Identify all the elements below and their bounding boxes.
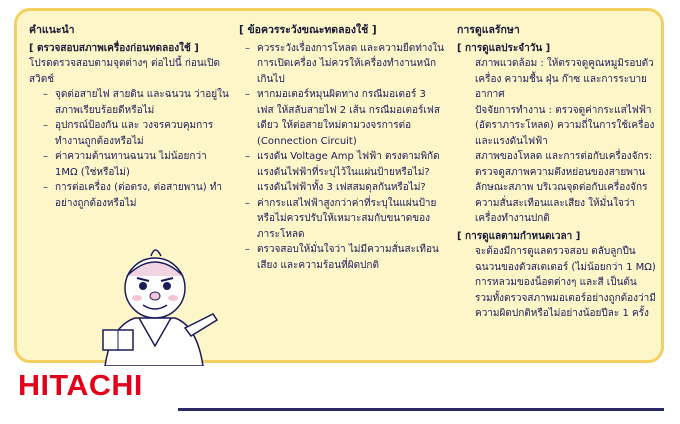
advice-title: คำแนะนำ — [29, 24, 75, 36]
list-item: – อุปกรณ์ป้องกัน และ วงจรควบคุมการทำงานถูกต้องหรือไม่ — [29, 118, 229, 149]
hitachi-logo: HITACHI — [18, 370, 143, 402]
pre-check-heading: [ ตรวจสอบสภาพเครื่องก่อนทดลองใช้ ] — [29, 42, 199, 54]
list-item: – ค่ากระแสไฟฟ้าสูงกว่าค่าที่ระบุในแผ่นป้ายหรือไม่ควรปรับให้เหมาะสมกับขนาดของภาระโหลด — [239, 196, 445, 243]
list-item: – หากมอเตอร์หมุนผิดทาง กรณีมอเตอร์ 3 เฟส ให้สลับสายไฟ 2 เส้น กรณีมอเตอร์เฟสเดียว ให้ต่อสายใหม่ตามวงจรการต่อ (Connection Circuit) — [239, 87, 445, 149]
list-item: – แรงดัน Voltage Amp ไฟฟ้า ตรงตามพิกัดแรงดันไฟฟ้าที่ระบุไว้ในแผ่นป้ายหรือไม่? แรงดันไฟฟ้าทั้ง 3 เฟสสมดุลกันหรือไม่? — [239, 149, 445, 196]
mascot-illustration — [85, 226, 225, 366]
list-item: – การต่อเครื่อง (ต่อตรง, ต่อสายพาน) ทำอย่างถูกต้องหรือไม่ — [29, 180, 229, 211]
maintenance-column — [457, 23, 657, 322]
info-panel — [14, 8, 664, 363]
list-item: – ตรวจสอบให้มั่นใจว่า ไม่มีความสั่นสะเทือน เสียง และความร้อนที่ผิดปกติ — [239, 242, 445, 273]
caution-title: [ ข้อควรระวังขณะทดลองใช้ ] — [239, 24, 377, 36]
scheduled-text: จะต้องมีการดูแลตรวจสอบ ตลับลูกปืน ฉนวนของตัวสเตเตอร์ (ไม่น้อยกว่า 1 MΩ) การหลวมของน็อตต่างๆ และสี เป็นต้น รวมทั้งตรวจสภาพมอเตอร์อย่างถูกต้องว่ามีความผิดปกติหรือไม่อย่างน้อยปีละ 1 ครั้ง — [475, 246, 656, 319]
maintenance-title: การดูแลรักษา — [457, 24, 520, 36]
load-text: สภาพของโหลด และการต่อกับเครื่องจักร: ตรวจดูสภาพความตึงหย่อนของสายพาน ลักษณะสภาพ บริเวณจุดต่อกับเครื่องจักร ความสั่นสะเทือนและเสียง ให้มั่นใจว่าเครื่องทำงานปกติ — [475, 151, 653, 224]
pre-check-intro: โปรดตรวจสอบตามจุดต่างๆ ต่อไปนี้ ก่อนเปิดสวิตช์ — [29, 58, 221, 85]
advice-column — [29, 23, 229, 211]
list-item: – ควรระวังเรื่องการโหลด และความยืดท่างในการเปิดเครื่อง ไม่ควรให้เครื่องทำงานหนักเกินไป — [239, 41, 445, 88]
list-item: – จุดต่อสายไฟ สายดิน และฉนวน ว่าอยู่ในสภาพเรียบร้อยดีหรือไม่ — [29, 87, 229, 118]
daily-care-heading: [ การดูแลประจำวัน ] — [457, 42, 551, 54]
caution-column — [239, 23, 445, 273]
caution-list — [239, 41, 445, 274]
operation-text: ปัจจัยการทำงาน : ตรวจดูค่ากระแสไฟฟ้า (อัตราภาระโหลด) ความถี่ในการใช้เครื่อง และแรงดันไฟฟ้า — [475, 104, 655, 147]
footer-rule — [178, 408, 664, 411]
environment-text: สภาพแวดล้อม : ให้ตรวจดูคูณหมูมิรอบตัวเครื่อง ความชื้น ฝุ่น ก๊าซ และการระบายอากาศ — [475, 58, 654, 100]
scheduled-care-heading: [ การดูแลตามกำหนดเวลา ] — [457, 230, 581, 242]
list-item: – ค่าความต้านทานฉนวน ไม่น้อยกว่า 1MΩ (ใช่หรือไม่) — [29, 149, 229, 180]
pre-check-list — [29, 87, 229, 211]
